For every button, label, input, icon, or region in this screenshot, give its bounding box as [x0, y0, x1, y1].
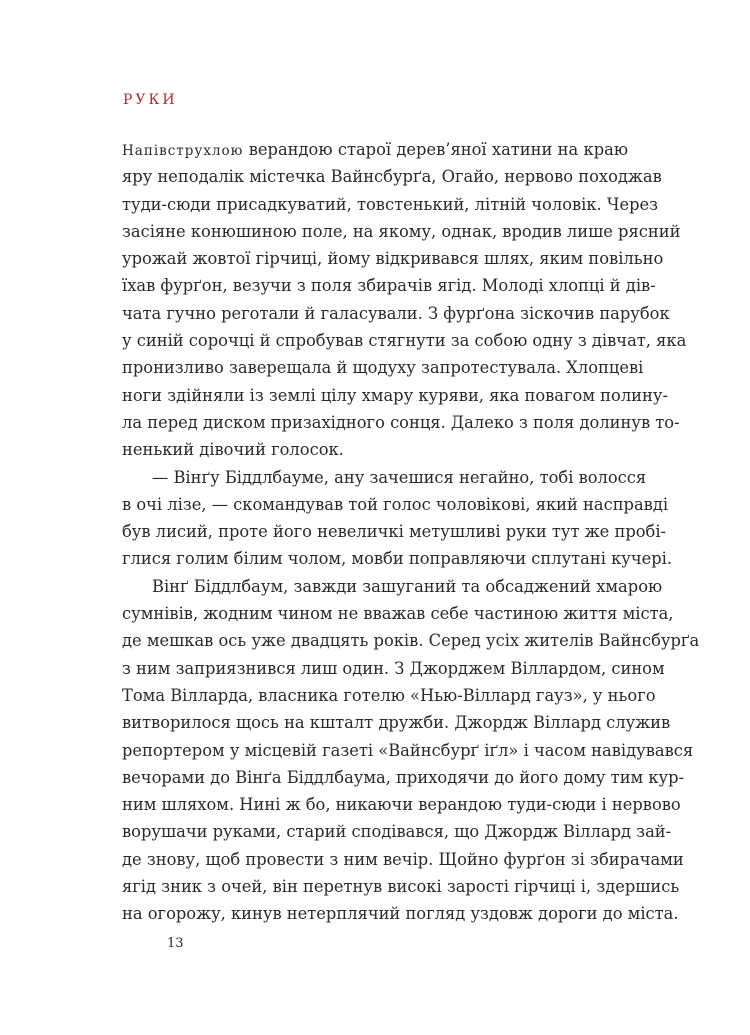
- text-line: ворушачи руками, старий сподівався, що Джордж Віллард зай-: [122, 822, 672, 842]
- text-line: ла перед диском призахідного сонця. Далеко з поля долинув то-: [122, 412, 680, 432]
- text-line: глися голим білим чолом, мовби поправляючи сплутані кучері.: [122, 549, 673, 569]
- text-line: репортером у місцевій газеті «Вайнсбурґ іґл» і часом навідувався: [122, 740, 694, 760]
- text-line: де мешкав ось уже двадцять років. Серед усіх жителів Вайнсбурґа: [122, 631, 700, 651]
- text-line: чата гучно реготали й галасували. З фурґона зіскочив парубок: [122, 303, 670, 323]
- text-line: сумнівів, жодним чином не вважав себе частиною життя міста,: [122, 604, 674, 624]
- text-line: на огорожу, кинув нетерплячий погляд уздовж дороги до міста.: [122, 904, 679, 924]
- line-text: верандою старої дерев’яної хатини на краю: [243, 140, 628, 159]
- text-line: у синій сорочці й спробував стягнути за собою одну з дівчат, яка: [122, 331, 687, 351]
- text-line: пронизливо заверещала й щодуху запротестувала. Хлопцеві: [122, 358, 644, 378]
- text-line: був лисий, проте його невеличкі метушливі руки тут же пробі-: [122, 522, 667, 542]
- text-line: урожай жовтої гірчиці, йому відкривався шлях, яким повільно: [122, 249, 664, 269]
- body-text: [122, 136, 700, 928]
- text-line: ноги здійняли із землі цілу хмару куряви, яка повагом полину-: [122, 385, 668, 405]
- text-line: яру неподалік містечка Вайнсбурґа, Огайо, нервово походжав: [122, 167, 662, 187]
- text-line: де знову, щоб провести з ним вечір. Щойно фурґон зі збирачами: [122, 849, 684, 869]
- page-number: 13: [167, 936, 184, 951]
- lead-in-word: Напівструхлою: [122, 143, 244, 159]
- text-line: ним шляхом. Нині ж бо, никаючи верандою туди-сюди і нервово: [122, 795, 681, 815]
- text-line: ягід зник з очей, він перетнув високі зарості гірчиці і, здершись: [122, 877, 680, 897]
- chapter-title: РУКИ: [123, 92, 178, 108]
- text-line: з ним заприязнився лиш один. З Джорджем Віллардом, сином: [122, 658, 665, 678]
- text-line: в очі лізе, — скомандував той голос чоловікові, який насправді: [122, 494, 669, 514]
- text-line: вечорами до Вінґа Біддлбаума, приходячи до його дому тим кур-: [122, 767, 685, 787]
- text-line: Вінґ Біддлбаум, завжди зашуганий та обсаджений хмарою: [152, 576, 663, 596]
- text-line: витворилося щось на кшталт дружби. Джордж Віллард служив: [122, 713, 671, 733]
- text-line: засіяне конюшиною поле, на якому, однак, вродив лише рясний: [122, 221, 681, 241]
- text-line: [122, 136, 628, 163]
- text-line: — Вінґу Біддлбауме, ану зачешися негайно, тобі волосся: [152, 467, 647, 487]
- text-line: їхав фурґон, везучи з поля збирачів ягід. Молоді хлопці й дів-: [122, 276, 656, 296]
- text-line: туди-сюди присадкуватий, товстенький, літній чоловік. Через: [122, 194, 659, 214]
- text-line: ненький дівочий голосок.: [122, 440, 344, 460]
- text-line: Тома Вілларда, власника готелю «Нью-Віллард гауз», у нього: [122, 685, 656, 705]
